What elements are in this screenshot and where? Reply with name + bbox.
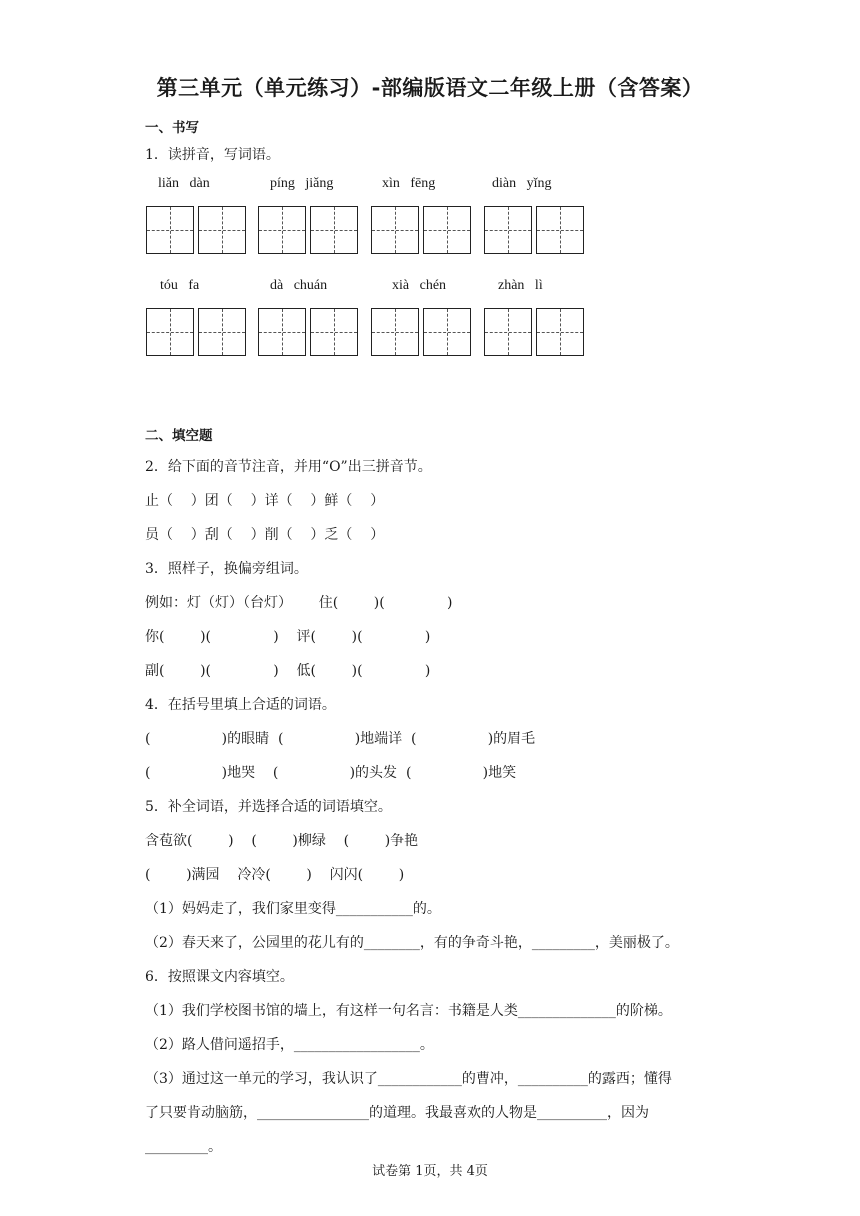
pinyin-label: píng jiǎng (270, 176, 334, 191)
question-4-line: ( )的眼睛 ( )地端详 ( )的眉毛 (145, 731, 536, 747)
pinyin-label: xìn fēng (382, 176, 436, 191)
pinyin-label: dà chuán (270, 278, 328, 293)
writing-grid-pair (146, 308, 250, 356)
page-footer: 试卷第 1页，共 4页 (372, 1164, 488, 1179)
question-5: 5．补全词语，并选择合适的词语填空。 (145, 799, 392, 815)
writing-cell[interactable] (536, 308, 584, 356)
question-6-sentence: （3）通过这一单元的学习，我认识了____________的曹冲，__________的露西；懂得 (145, 1071, 672, 1087)
writing-cell[interactable] (198, 206, 246, 254)
question-6-sentence: （2）路人借问遥招手，__________________。 (145, 1037, 434, 1053)
writing-grid-pair (484, 206, 588, 254)
writing-cell[interactable] (198, 308, 246, 356)
question-5-sentence: （2）春天来了，公园里的花儿有的________，有的争奇斗艳，_________，美丽极了。 (145, 935, 679, 951)
question-6-sentence: 了只要肯动脑筋，________________的道理。我最喜欢的人物是__________，因为 (145, 1105, 649, 1121)
question-3: 3．照样子，换偏旁组词。 (145, 561, 308, 577)
question-6-sentence: _________。 (145, 1139, 222, 1155)
writing-cell[interactable] (371, 308, 419, 356)
question-3-line: 你( )( ) 评( )( ) (145, 629, 431, 645)
question-3-line: 副( )( ) 低( )( ) (145, 663, 431, 679)
writing-cell[interactable] (484, 206, 532, 254)
question-4-line: ( )地哭 ( )的头发 ( )地笑 (145, 765, 517, 781)
writing-cell[interactable] (484, 308, 532, 356)
writing-grid-pair (146, 206, 250, 254)
question-4: 4．在括号里填上合适的词语。 (145, 697, 336, 713)
writing-cell[interactable] (371, 206, 419, 254)
writing-grid-pair (484, 308, 588, 356)
question-6: 6．按照课文内容填空。 (145, 969, 294, 985)
question-3-line: 例如：灯（灯）（台灯） 住( )( ) (145, 595, 453, 611)
section-heading-fill-blank: 二、填空题 (145, 428, 213, 444)
writing-cell[interactable] (310, 206, 358, 254)
pinyin-label: zhàn lì (498, 278, 543, 293)
question-6-sentence: （1）我们学校图书馆的墙上，有这样一句名言：书籍是人类______________的阶梯。 (145, 1003, 672, 1019)
writing-cell[interactable] (423, 206, 471, 254)
question-5-line: 含苞欲( ) ( )柳绿 ( )争艳 (145, 833, 419, 849)
question-1: 1．读拼音，写词语。 (145, 147, 280, 163)
writing-cell[interactable] (258, 308, 306, 356)
question-2-line: 员（ ）刮（ ）削（ ）乏（ ） (145, 527, 385, 543)
pinyin-label: diàn yǐng (492, 176, 552, 191)
page-title: 第三单元（单元练习）-部编版语文二年级上册（含答案） (156, 76, 704, 100)
writing-cell[interactable] (310, 308, 358, 356)
question-5-sentence: （1）妈妈走了，我们家里变得___________的。 (145, 901, 441, 917)
writing-grid-pair (258, 308, 362, 356)
writing-cell[interactable] (423, 308, 471, 356)
writing-cell[interactable] (536, 206, 584, 254)
question-5-line: ( )满园 冷冷( ) 闪闪( ) (145, 867, 405, 883)
question-2: 2．给下面的音节注音，并用“O”出三拼音节。 (145, 459, 432, 475)
pinyin-label: xià chén (392, 278, 447, 293)
writing-grid-pair (258, 206, 362, 254)
writing-cell[interactable] (146, 206, 194, 254)
writing-grid-pair (371, 308, 475, 356)
question-2-line: 止（ ）团（ ）详（ ）鲜（ ） (145, 493, 385, 509)
writing-cell[interactable] (258, 206, 306, 254)
pinyin-label: liǎn dàn (158, 176, 210, 191)
writing-grid-pair (371, 206, 475, 254)
pinyin-label: tóu fa (160, 278, 200, 293)
section-heading-writing: 一、书写 (145, 120, 199, 136)
writing-cell[interactable] (146, 308, 194, 356)
